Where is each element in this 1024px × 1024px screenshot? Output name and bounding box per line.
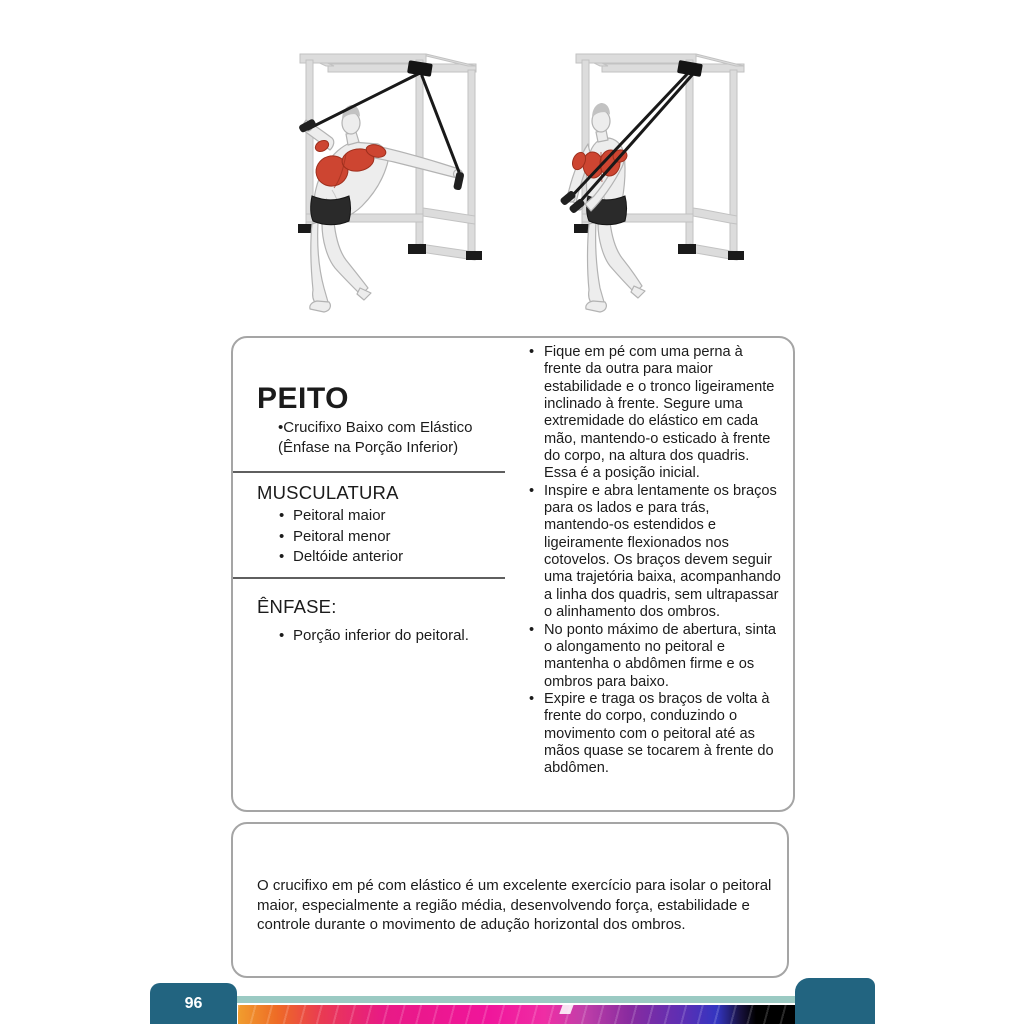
instructions-list: [527, 344, 781, 778]
muscle-item: • Peitoral maior: [279, 506, 403, 527]
summary-text: O crucifixo em pé com elástico é um excelente exercício para isolar o peitoral maior, especialmente a região média, desenvolvendo força, estabilidade e controle durante o movimento de adução horizontal dos ombros.: [257, 877, 772, 933]
footer-gradient-bar: [238, 1005, 795, 1024]
athlete-open-arms: [301, 105, 463, 312]
exercise-subtitle-line2: (Ênfase na Porção Inferior): [278, 438, 459, 456]
exercise-subtitle-line1: •Crucifixo Baixo com Elástico: [278, 419, 473, 436]
page-number-box: [150, 983, 237, 1024]
summary-panel: [231, 822, 789, 978]
separator-line: [233, 577, 505, 579]
instruction-item: • Expire e traga os braços de volta à frente do corpo, conduzindo o movimento com o peitoral até as mãos quase se tocarem à frente do abdômen.: [527, 691, 781, 778]
emphasis-item: • Porção inferior do peitoral.: [279, 626, 469, 647]
footer-teal-line: [237, 996, 795, 1003]
footer-corner-box: [795, 978, 875, 1024]
exercise-subtitle: [278, 418, 472, 457]
elastic-band: [559, 60, 703, 214]
exercise-info-panel: [231, 336, 795, 812]
page-number: 96: [184, 994, 203, 1012]
separator-line: [233, 471, 505, 473]
exercise-illustration-open-position: [272, 30, 520, 322]
instruction-item: • No ponto máximo de abertura, sinta o alongamento no peitoral e mantenha o abdômen firme e os ombros para baixo.: [527, 622, 781, 691]
exercise-illustration-closed-position: [552, 30, 800, 322]
musculatura-list: [279, 506, 403, 568]
muscle-item: • Peitoral menor: [279, 527, 403, 548]
musculatura-heading: MUSCULATURA: [257, 482, 399, 503]
instruction-item: • Fique em pé com uma perna à frente da outra para maior estabilidade e o tronco ligeiramente inclinado à frente. Segure uma extremidade do elástico em cada mão, mantendo-o esticado à frente do corpo, na altura dos quadris. Essa é a posição inicial.: [527, 344, 781, 483]
enfase-heading: ÊNFASE:: [257, 596, 337, 617]
enfase-list: [279, 626, 469, 647]
instruction-item: • Inspire e abra lentamente os braços para os lados e para trás, mantendo-os estendidos e ligeiramente flexionados nos cotovelos. Os braços devem seguir uma trajetória baixa, acompanhando a linha dos quadris, sem ultrapassar o alinhamento dos ombros.: [527, 483, 781, 622]
page-title: PEITO: [257, 382, 349, 415]
muscle-item: • Deltóide anterior: [279, 547, 403, 568]
